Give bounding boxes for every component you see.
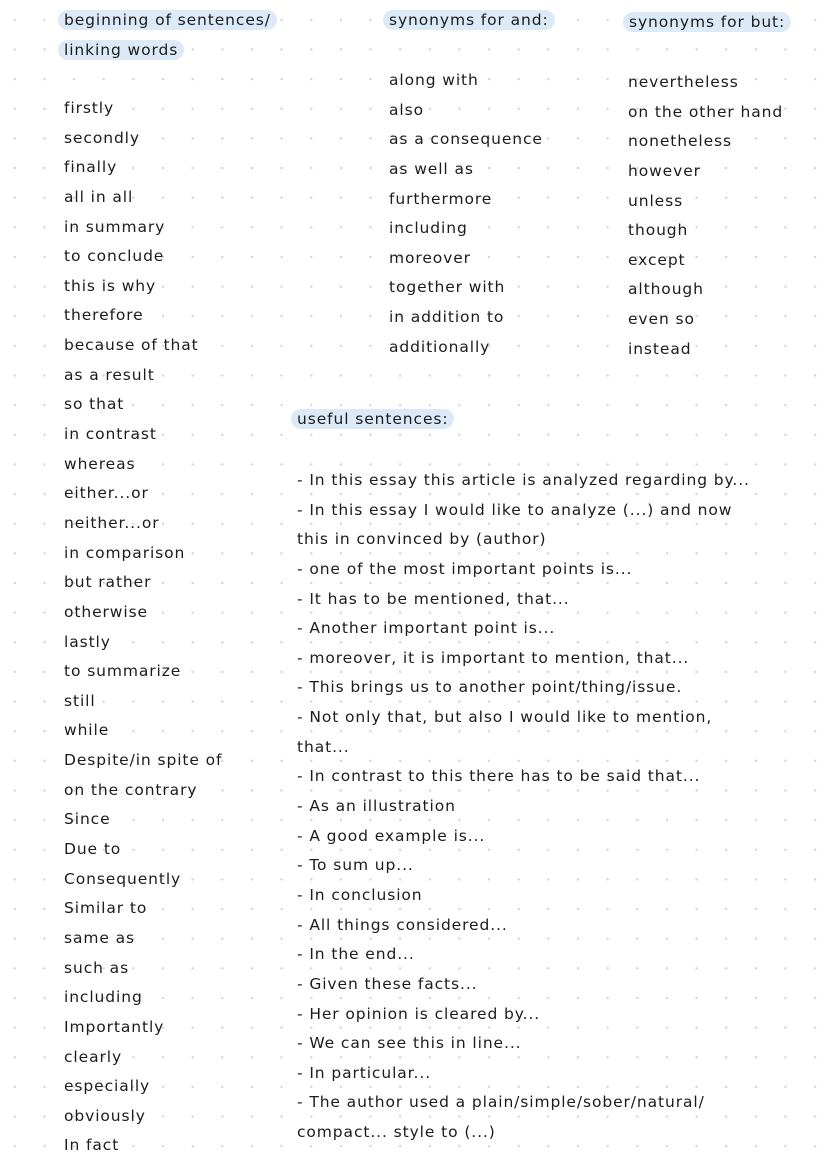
list-item: either...or [64,484,149,503]
heading-line: linking words [58,40,184,60]
list-item: therefore [64,306,144,325]
sentence-line: - In conclusion [297,885,423,904]
but-heading-text: synonyms for but: [623,12,791,32]
list-item: to summarize [64,662,182,681]
list-item: while [64,721,110,740]
list-item: otherwise [64,602,148,621]
list-item: including [64,988,143,1007]
sentence-line: - moreover, it is important to mention, that... [297,648,690,667]
list-item: clearly [64,1047,123,1066]
sentence-line: - The author used a plain/simple/sober/natural/ [297,1093,705,1112]
sentence-line: this in convinced by (author) [297,530,547,549]
sentence-line: that... [297,737,350,756]
but-heading [629,8,791,38]
sentence-line: - This brings us to another point/thing/issue. [297,678,683,697]
list-item: as a consequence [389,130,543,149]
sentence-line: - In the end... [297,945,415,964]
list-item: additionally [389,337,491,356]
list-item: still [64,691,96,710]
list-item: furthermore [389,189,493,208]
list-item: this is why [64,276,157,295]
sentence-line: - In particular... [297,1063,432,1082]
sentences-heading [297,405,454,435]
list-item: whereas [64,454,136,473]
list-item: unless [628,191,684,210]
list-item: in summary [64,217,166,236]
list-item: moreover [389,248,471,267]
list-item: such as [64,958,130,977]
sentence-line: - All things considered... [297,915,508,934]
list-item: because of that [64,336,199,355]
list-item: so that [64,395,125,414]
list-item: Since [64,810,111,829]
list-item: on the other hand [628,102,784,121]
list-item: especially [64,1077,151,1096]
list-item: also [389,100,424,119]
list-item: but rather [64,573,152,592]
and-synonyms-list [389,66,543,362]
list-item: all in all [64,187,134,206]
and-heading [389,6,555,36]
list-item: including [389,219,468,238]
list-item: to conclude [64,247,165,266]
list-item: obviously [64,1106,146,1125]
sentence-line: - Given these facts... [297,974,478,993]
sentences-heading-text: useful sentences: [291,409,454,429]
sentence-line: - In contrast to this there has to be said that... [297,767,701,786]
list-item: as a result [64,365,155,384]
sentence-line: compact... style to (...) [297,1123,496,1142]
sentence-line: - As an illustration [297,797,456,816]
sentence-line: - A good example is... [297,826,486,845]
list-item: although [628,280,704,299]
list-item: Due to [64,840,122,859]
list-item: nevertheless [628,73,739,91]
list-item: though [628,221,689,240]
list-item: on the contrary [64,780,198,799]
list-item: in addition to [389,308,505,327]
sentence-line: - We can see this in line... [297,1034,522,1053]
list-item: In fact [64,1136,120,1155]
but-synonyms-list [628,68,783,364]
useful-sentences-list [297,466,750,1148]
list-item: lastly [64,632,111,651]
list-item: firstly [64,99,115,117]
list-item: except [628,250,686,269]
left-heading [64,6,277,65]
list-item: neither...or [64,513,160,532]
sentence-line: - It has to be mentioned, that... [297,589,570,608]
list-item: Despite/in spite of [64,751,223,770]
list-item: as well as [389,159,474,178]
sentence-line: - Another important point is... [297,619,556,638]
list-item: along with [389,71,479,89]
list-item: Importantly [64,1017,165,1036]
sentence-line: - Her opinion is cleared by... [297,1004,541,1023]
sentence-line: - To sum up... [297,856,414,875]
sentence-line: - one of the most important points is... [297,559,633,578]
sentence-line: - Not only that, but also I would like to mention, [297,708,713,727]
list-item: in contrast [64,425,157,444]
linking-words-list [64,94,222,1161]
and-heading-text: synonyms for and: [383,10,555,30]
sentence-line: - In this essay this article is analyzed regarding by... [297,471,750,489]
list-item: Similar to [64,899,148,918]
list-item: instead [628,339,692,358]
sentence-line: - In this essay I would like to analyze (...) and now [297,500,733,519]
list-item: nonetheless [628,132,732,151]
list-item: even so [628,310,695,329]
list-item: however [628,161,701,180]
list-item: Consequently [64,869,182,888]
list-item: finally [64,158,118,177]
list-item: secondly [64,128,140,147]
list-item: same as [64,928,136,947]
heading-line: beginning of sentences/ [58,10,277,30]
list-item: together with [389,278,506,297]
list-item: in comparison [64,543,186,562]
